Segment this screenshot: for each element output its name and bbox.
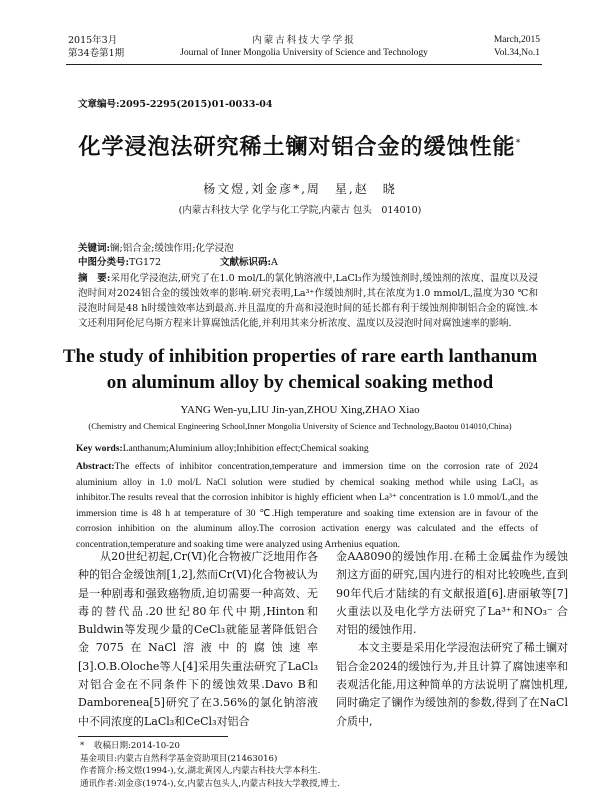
header-date-en: March,2015: [493, 35, 540, 45]
title-footnote-mark: *: [515, 137, 522, 149]
article-number: 文章编号:2095-2295(2015)01-0033-04: [78, 99, 273, 110]
keywords-english: [76, 444, 540, 454]
footnote-fund: 基金项目:内蒙古自然科学基金资助项目(21463016): [80, 753, 278, 764]
header-volume-cn: 第34卷第1期: [68, 48, 125, 59]
footnote-bullet: *: [80, 741, 85, 751]
classification-line: [78, 256, 540, 269]
footnote-received: [80, 740, 540, 753]
authors-english: YANG Wen-yu,LIU Jin-yan,ZHOU Xing,ZHAO Xiao: [180, 404, 420, 416]
keywords-chinese-text: 镧;铝合金;缓蚀作用;化学浸泡: [110, 243, 234, 254]
title-chinese: [60, 130, 540, 161]
keywords-english-label: Key words:: [76, 444, 123, 454]
header-date-cn: 2015年3月: [68, 35, 118, 46]
running-header: [68, 34, 540, 64]
authors-chinese: 杨文煜,刘金彦*,周 星,赵 晓: [203, 182, 397, 196]
document-code-value: A: [271, 257, 278, 268]
footnote-corresponding: 通讯作者:刘金彦(1974-),女,内蒙古包头人,内蒙古科技大学教授,博士.: [80, 778, 341, 789]
document-code: [220, 256, 278, 269]
abstract-english: [76, 460, 538, 553]
header-journal-name-en: Journal of Inner Mongolia University of Science and Technology: [180, 48, 428, 58]
affiliation-english: (Chemistry and Chemical Engineering School,Inner Mongolia University of Science and Technology,Baotou 014010,China): [88, 421, 512, 431]
keywords-chinese-label: 关键词:: [78, 243, 111, 254]
body-column-right: [336, 548, 568, 731]
header-journal-name: [68, 34, 540, 60]
abstract-english-label: Abstract:: [76, 462, 115, 472]
header-journal-name-cn: 内蒙古科技大学学报: [252, 35, 356, 46]
keywords-chinese: [78, 242, 540, 255]
header-issue-en: [494, 34, 540, 60]
abstract-chinese: [78, 271, 538, 331]
body-paragraph: 从20世纪初起,Cr(Ⅵ)化合物被广泛地用作各种的铝合金缓蚀剂[1,2],然而Cr(Ⅵ)化合物被认为是一种剧毒和强致癌物质,迫切需要一种高效、无毒的替代品.20世纪80年代中期,Hinton和Buldwin等发现少量的CeCl₃就能显著降低铝合金7075在NaCl溶液中的腐蚀速率[3].O.B.Oloche等人[4]采用失重法研究了LaCl₃对铝合金在不同条件下的缓蚀效果.Davo B和Damborenea[5]研究了在3.56%的氯化钠溶液中不同浓度的LaCl₃和CeCl₃对铝合: [78, 550, 318, 728]
body-column-left: [78, 548, 318, 731]
header-volume-en: Vol.34,No.1: [493, 48, 540, 58]
classification-value: TG172: [129, 257, 162, 268]
abstract-english-text: The effects of inhibitor concentration,temperature and immersion time on the corrosion rate of 2024 aluminium alloy in 1.0 mol/L NaCl solution were studied by chemical soaking method while using LaCl₃ as inhibitor.The results reveal that the corrosion inhibitor is highly efficient when La³⁺ concentration is 1.0 mmol/L,and the immersion time is 48 h at temperature of 30 ℃.High temperature and soaking time extension are in favour of the corrosion inhibition on the aluminum alloy.The corrosion activation energy was calculated and the effects of concentration,temperature and soaking time were analyzed using Arrhenius equation.: [76, 462, 538, 550]
document-code-label: 文献标识码:: [220, 257, 272, 268]
abstract-chinese-label: 摘 要:: [78, 273, 111, 284]
classification-label: 中图分类号:: [78, 257, 130, 268]
footnote-divider: [78, 736, 228, 737]
title-english-line-1: The study of inhibition properties of rare earth lanthanum: [62, 346, 538, 367]
footnotes: [80, 740, 540, 790]
abstract-chinese-text: 采用化学浸泡法,研究了在1.0 mol/L的氯化钠溶液中,LaCl₃作为缓蚀剂时,缓蚀剂的浓度、温度以及浸泡时间对2024铝合金的缓蚀效率的影响.研究表明,La³⁺作缓蚀剂时,其在浓度为1.0 mmol/L,温度为30 ℃和浸泡时间是48 h时缓蚀效率达到最高.并且温度的升高和浸泡时间的延长都有利于缓蚀剂抑制铝合金的腐蚀.本文还利用阿伦尼乌斯方程来计算腐蚀活化能,并利用其来分析浓度、温度以及浸泡时间对腐蚀速率的影响.: [78, 273, 538, 329]
footnote-author: 作者简介:杨文煜(1994-),女,湖北黄冈人,内蒙古科技大学本科生.: [80, 766, 321, 776]
body-paragraph: 金AA8090的缓蚀作用.在稀土金属盐作为缓蚀剂这方面的研究,国内进行的相对比较晚些,直到90年代后才陆续的有文献报道[6].唐丽敏等[7]火重法以及电化学方法研究了La³⁺和NO₃⁻ 合对铝的缓蚀作用.: [336, 550, 568, 637]
affiliation-chinese: (内蒙古科技大学 化学与化工学院,内蒙古 包头 014010): [178, 205, 422, 216]
title-chinese-text: 化学浸泡法研究稀土镧对铝合金的缓蚀性能: [78, 135, 516, 160]
header-divider: [66, 64, 542, 65]
title-english: [60, 344, 540, 396]
footnote-received-text: 收稿日期:2014-10-20: [94, 741, 180, 751]
keywords-english-text: Lanthanum;Aluminium alloy;Inhibition effect;Chemical soaking: [122, 444, 369, 454]
body-paragraph: 本文主要是采用化学浸泡法研究了稀土镧对铝合金2024的缓蚀行为,并且计算了腐蚀速率和表观活化能,用这种简单的方法说明了腐蚀机理,同时确定了镧作为缓蚀剂的参数,得到了在NaCl介质中,: [336, 641, 568, 728]
title-english-line-2: on aluminum alloy by chemical soaking method: [106, 372, 494, 393]
